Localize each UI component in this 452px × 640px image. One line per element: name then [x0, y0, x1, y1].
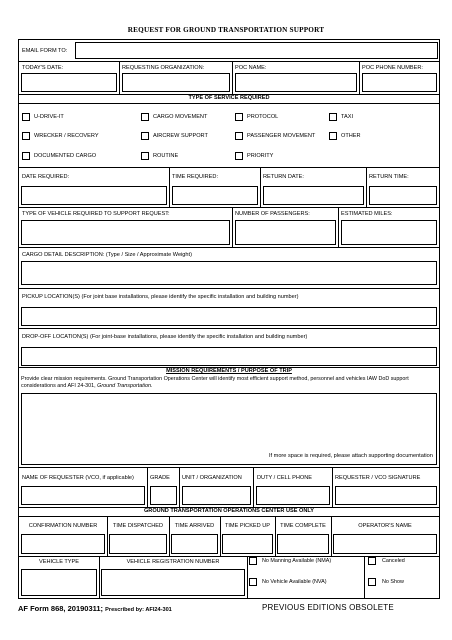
time-arrived-field[interactable] [171, 534, 218, 554]
date-required-field[interactable] [21, 186, 167, 205]
return-date-label: RETURN DATE: [263, 174, 304, 180]
return-time-field[interactable] [369, 186, 437, 205]
time-arrived-label: TIME ARRIVED [174, 523, 215, 529]
requester-name-field[interactable] [21, 486, 145, 505]
divider [331, 516, 332, 556]
passenger-checkbox[interactable] [235, 132, 243, 140]
todays-date-label: TODAY'S DATE: [22, 65, 64, 71]
time-required-label: TIME REQUIRED: [172, 174, 218, 180]
time-dispatched-label: TIME DISPATCHED [112, 523, 164, 529]
requesting-org-label: REQUESTING ORGANIZATION: [122, 65, 205, 71]
pickup-field[interactable] [21, 307, 437, 326]
routine-checkbox[interactable] [141, 152, 149, 160]
duty-phone-field[interactable] [256, 486, 330, 505]
poc-name-label: POC NAME: [235, 65, 267, 71]
form-number: AF Form 868, 20190311; [18, 604, 104, 613]
vehicle-reg-field[interactable] [101, 569, 245, 596]
routine-label: ROUTINE [153, 153, 179, 159]
email-field[interactable] [75, 42, 438, 59]
cargo-movement-checkbox[interactable] [141, 113, 149, 121]
divider [220, 516, 221, 556]
canceled-checkbox[interactable] [368, 557, 376, 565]
form-id [18, 604, 172, 613]
divider [107, 516, 108, 556]
aircrew-checkbox[interactable] [141, 132, 149, 140]
divider [99, 556, 100, 598]
operator-name-field[interactable] [333, 534, 437, 554]
divider [359, 61, 360, 94]
vehicle-type-label: TYPE OF VEHICLE REQUIRED TO SUPPORT REQUEST: [22, 211, 170, 217]
divider [260, 167, 261, 207]
divider [19, 328, 439, 329]
requester-name-label: NAME OF REQUESTER (VCO, if applicable) [22, 475, 134, 481]
unit-org-field[interactable] [182, 486, 251, 505]
more-space-note: If more space is required, please attach supporting documentation [269, 453, 433, 459]
duty-phone-label: DUTY / CELL PHONE [257, 475, 313, 481]
u-drive-it-label: U-DRIVE-IT [34, 114, 64, 120]
divider [19, 167, 439, 168]
protocol-checkbox[interactable] [235, 113, 243, 121]
mission-text: Provide clear mission requirements. Ground Transportation Operations Center will identify most efficient support method, personnel and vehicles IAW DoD support considerations and AFI 24-301, [21, 376, 409, 389]
divider [179, 467, 180, 507]
prescribed-by: Prescribed by: AFI24-301 [105, 607, 172, 613]
poc-phone-label: POC PHONE NUMBER: [362, 65, 423, 71]
passenger-label: PASSENGER MOVEMENT [247, 133, 316, 139]
documented-cargo-checkbox[interactable] [22, 152, 30, 160]
vehicle-type-col-label: VEHICLE TYPE [38, 559, 79, 565]
taxi-checkbox[interactable] [329, 113, 337, 121]
divider [247, 556, 248, 598]
unit-org-label: UNIT / ORGANIZATION [182, 475, 242, 481]
other-label: OTHER [341, 133, 361, 139]
wrecker-label: WRECKER / RECOVERY [34, 133, 99, 139]
requester-sig-field[interactable] [335, 486, 437, 505]
divider [19, 556, 439, 557]
pickup-label: PICKUP LOCATION(S) (For joint base installations, please identify the specific installation and building number) [22, 294, 299, 300]
divider [119, 61, 120, 94]
canceled-label: Canceled [382, 558, 405, 564]
vehicle-reg-label: VEHICLE REGISTRATION NUMBER [126, 559, 220, 565]
no-show-label: No Show [382, 579, 404, 585]
no-manning-label: No Manning Available (NMA) [262, 558, 332, 564]
cargo-detail-field[interactable] [21, 261, 437, 285]
no-vehicle-label: No Vehicle Available (NVA) [262, 579, 327, 585]
time-complete-field[interactable] [277, 534, 329, 554]
todays-date-field[interactable] [21, 73, 117, 92]
divider [169, 167, 170, 207]
requesting-org-field[interactable] [122, 73, 230, 92]
divider [275, 516, 276, 556]
gtoc-header: GROUND TRANSPORTATION OPERATIONS CENTER USE ONLY [143, 508, 315, 514]
mission-header: MISSION REQUIREMENTS / PURPOSE OF TRIP [166, 368, 292, 374]
divider [147, 467, 148, 507]
divider [19, 207, 439, 208]
divider [19, 247, 439, 248]
cargo-movement-label: CARGO MOVEMENT [153, 114, 208, 120]
time-dispatched-field[interactable] [109, 534, 167, 554]
divider [232, 207, 233, 247]
form-title: REQUEST FOR GROUND TRANSPORTATION SUPPORT [127, 26, 325, 34]
confirmation-label: CONFIRMATION NUMBER [28, 523, 98, 529]
cargo-detail-label: CARGO DETAIL DESCRIPTION: (Type / Size / Approximate Weight) [22, 252, 192, 258]
priority-label: PRIORITY [247, 153, 274, 159]
divider [366, 167, 367, 207]
mission-instructions [21, 376, 437, 390]
divider [364, 556, 365, 598]
taxi-label: TAXI [341, 114, 354, 120]
time-picked-up-label: TIME PICKED UP [224, 523, 271, 529]
divider [338, 207, 339, 247]
divider [19, 103, 439, 104]
date-required-label: DATE REQUIRED: [22, 174, 70, 180]
requester-sig-label: REQUESTER / VCO SIGNATURE [335, 475, 421, 481]
return-date-field[interactable] [263, 186, 364, 205]
est-miles-field[interactable] [341, 220, 437, 245]
divider [253, 467, 254, 507]
time-complete-label: TIME COMPLETE [280, 523, 326, 529]
num-passengers-field[interactable] [235, 220, 336, 245]
operator-name-label: OPERATOR'S NAME [358, 523, 412, 529]
vehicle-type-field[interactable] [21, 220, 230, 245]
return-time-label: RETURN TIME: [369, 174, 409, 180]
priority-checkbox[interactable] [235, 152, 243, 160]
divider [332, 467, 333, 507]
dropoff-field[interactable] [21, 347, 437, 366]
wrecker-checkbox[interactable] [22, 132, 30, 140]
documented-cargo-label: DOCUMENTED CARGO [34, 153, 97, 159]
form-frame [18, 39, 440, 599]
other-checkbox[interactable] [329, 132, 337, 140]
num-passengers-label: NUMBER OF PASSENGERS: [235, 211, 310, 217]
u-drive-it-checkbox[interactable] [22, 113, 30, 121]
divider [19, 516, 439, 517]
divider [232, 61, 233, 94]
no-manning-checkbox[interactable] [249, 557, 257, 565]
no-vehicle-checkbox[interactable] [249, 578, 257, 586]
time-required-field[interactable] [172, 186, 258, 205]
obsolete-notice: PREVIOUS EDITIONS OBSOLETE [262, 603, 394, 612]
dropoff-label: DROP-OFF LOCATION(S) (For joint-base installations, please identify the specific installation and building number) [22, 334, 308, 340]
est-miles-label: ESTIMATED MILES: [341, 211, 393, 217]
confirmation-field[interactable] [21, 534, 105, 554]
divider [169, 516, 170, 556]
divider [19, 61, 439, 62]
no-show-checkbox[interactable] [368, 578, 376, 586]
poc-name-field[interactable] [235, 73, 357, 92]
email-label: EMAIL FORM TO: [22, 48, 68, 54]
mission-text-italic: Ground Transportation. [97, 383, 153, 389]
vehicle-type-col-field[interactable] [21, 569, 97, 596]
service-header: TYPE OF SERVICE REQUIRED [188, 95, 270, 101]
divider [19, 288, 439, 289]
grade-field[interactable] [150, 486, 177, 505]
time-picked-up-field[interactable] [222, 534, 273, 554]
divider [19, 467, 439, 468]
poc-phone-field[interactable] [362, 73, 437, 92]
aircrew-label: AIRCREW SUPPORT [153, 133, 208, 139]
protocol-label: PROTOCOL [247, 114, 279, 120]
grade-label: GRADE [150, 475, 170, 481]
